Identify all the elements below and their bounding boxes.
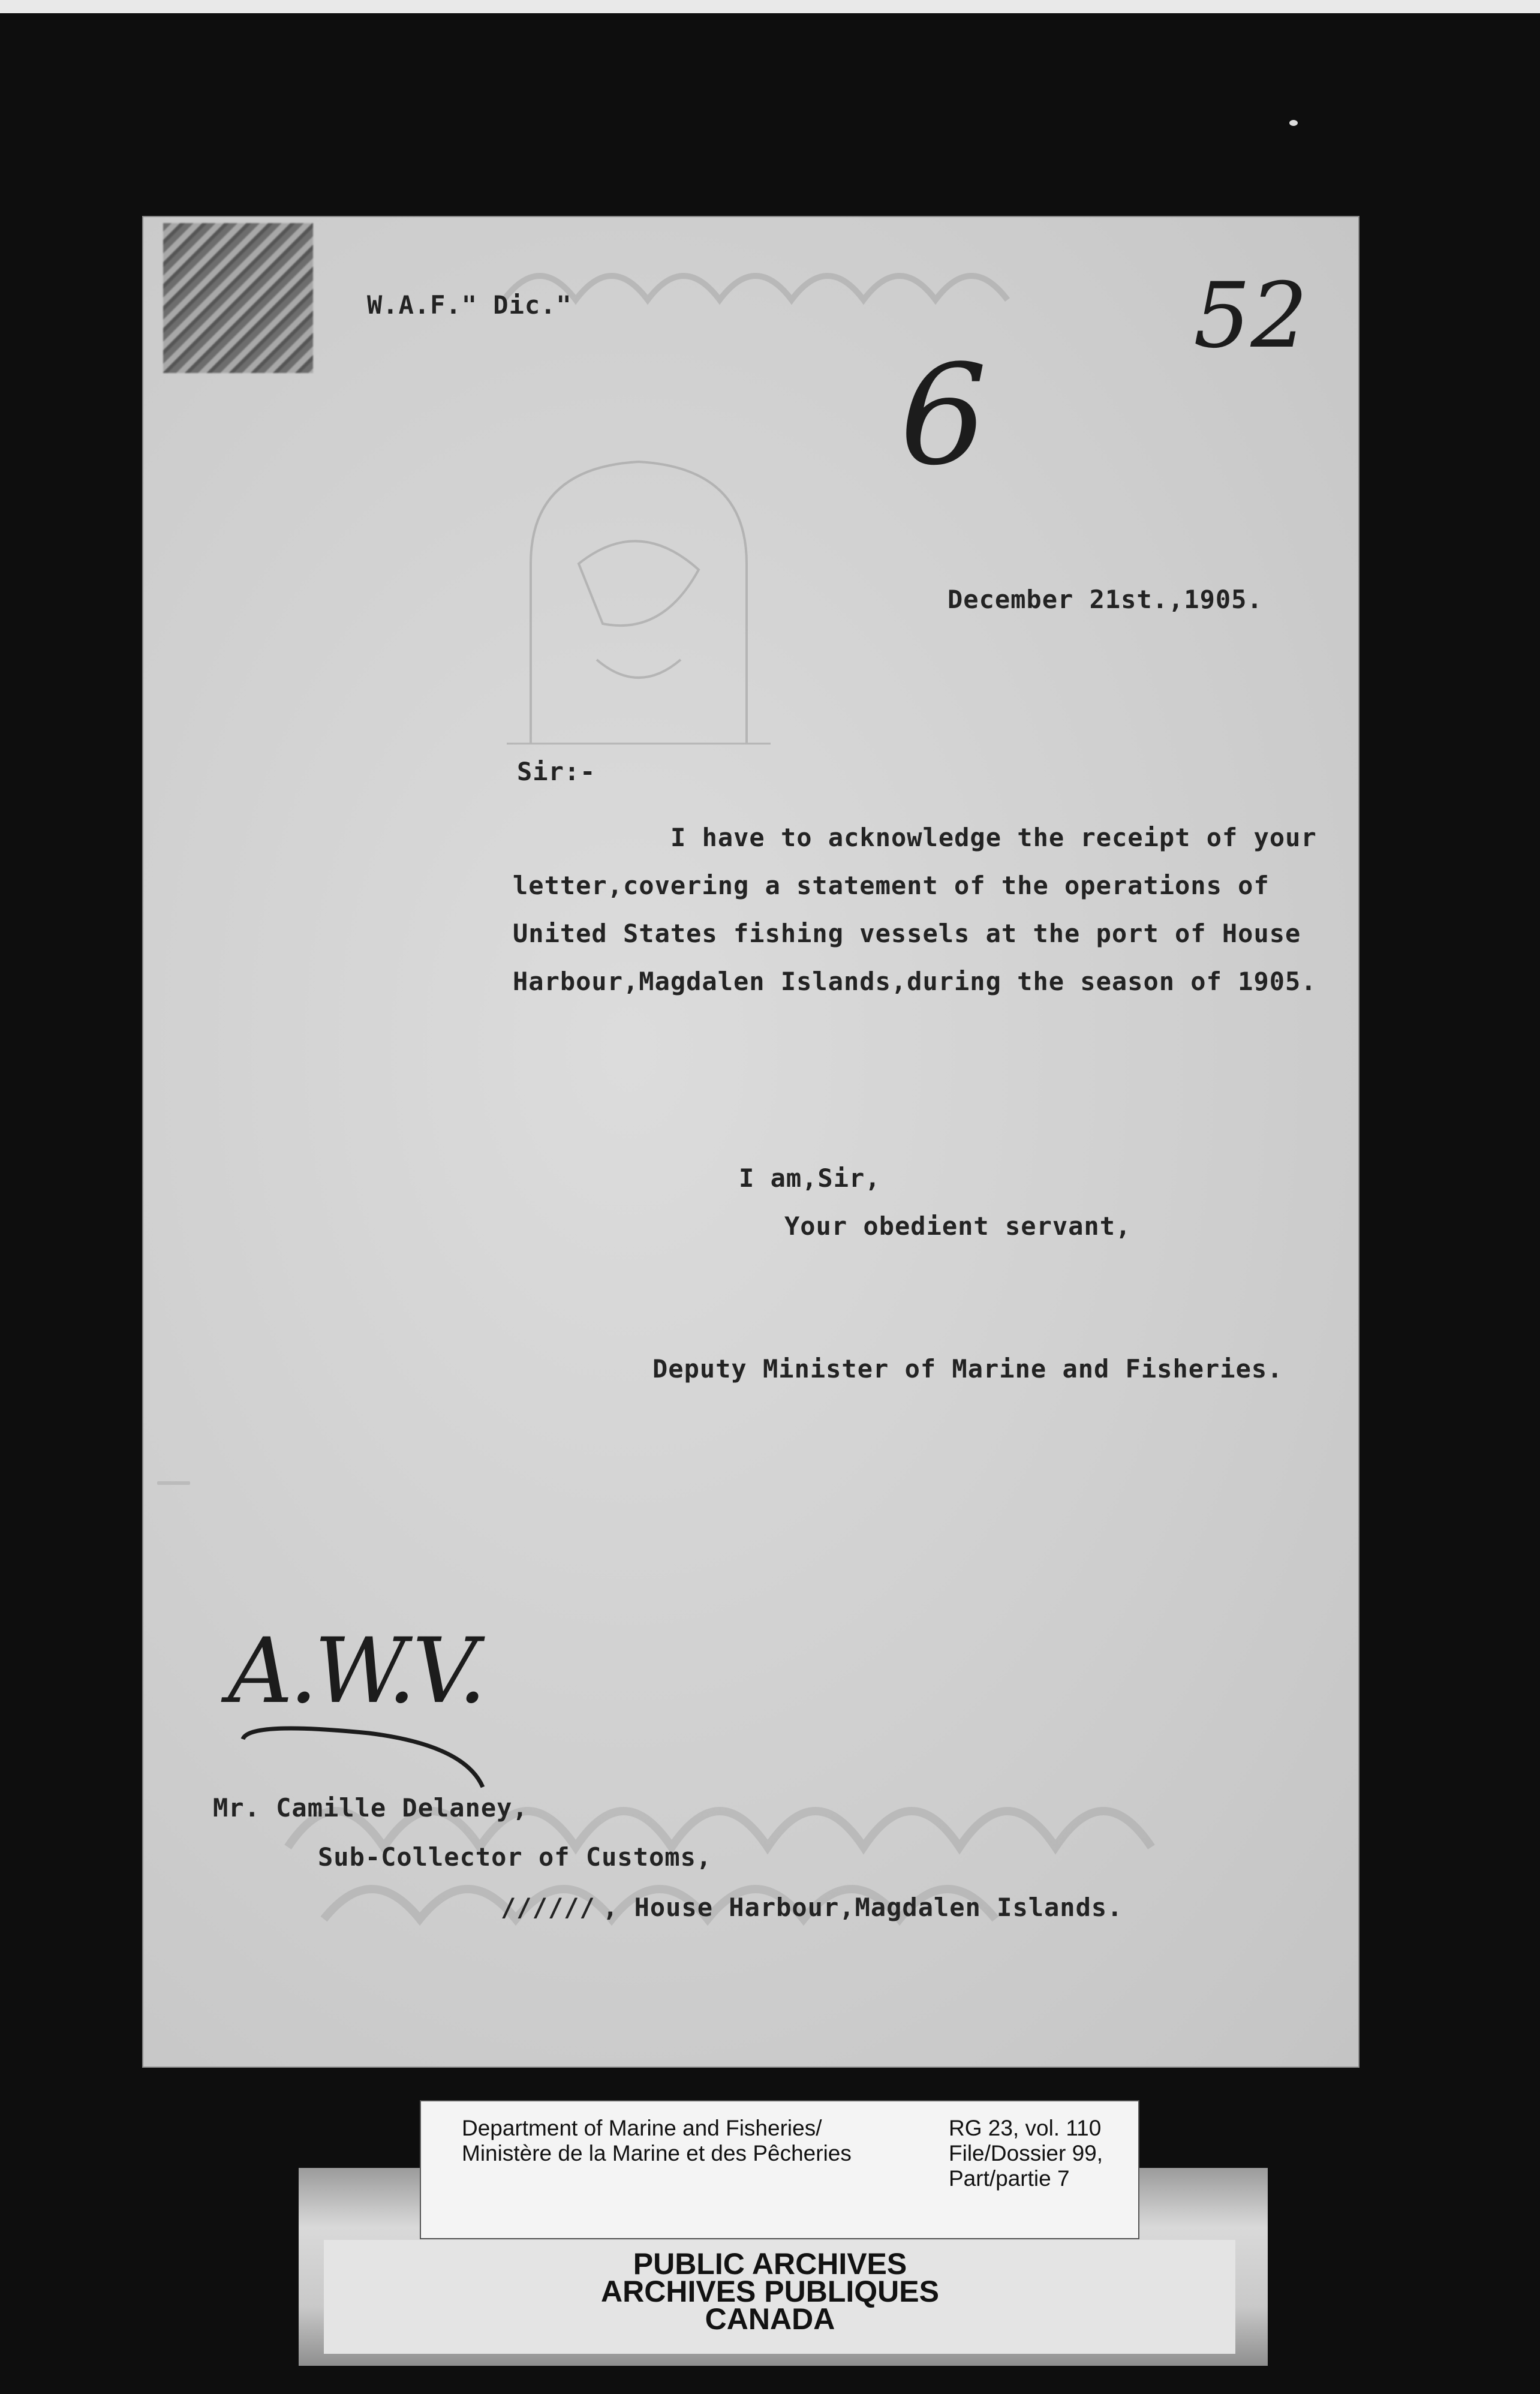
closing-line: Your obedient servant,	[784, 1211, 1132, 1241]
file-number: File/Dossier 99,	[949, 2141, 1103, 2166]
salutation: Sir:-	[517, 757, 596, 786]
part-number: Part/partie 7	[949, 2166, 1070, 2191]
archives-stamp-line-fr: ARCHIVES PUBLIQUES	[601, 2275, 939, 2308]
record-group-volume: RG 23, vol. 110	[949, 2116, 1102, 2140]
letter-date: December 21st.,1905.	[948, 585, 1263, 614]
department-name	[462, 2116, 852, 2166]
body-line: United States fishing vessels at the port of House	[513, 919, 1301, 948]
signatory-line: Deputy Minister of Marine and Fisheries.	[652, 1354, 1283, 1384]
margin-dash	[157, 1481, 190, 1485]
reference-block	[949, 2116, 1103, 2191]
recipient-strikeout: //////	[501, 1893, 595, 1922]
recipient-title: Sub-Collector of Customs,	[318, 1842, 712, 1872]
top-border-strip	[0, 0, 1540, 13]
recipient-address: , House Harbour,Magdalen Islands.	[603, 1893, 1123, 1922]
photo-corner-mark	[163, 223, 313, 373]
archives-stamp	[0, 2247, 1540, 2336]
watermark-lettering	[492, 228, 1031, 348]
recipient-name: Mr. Camille Delaney,	[213, 1793, 528, 1822]
watermark-crest	[507, 444, 771, 756]
body-line: Harbour,Magdalen Islands,during the season of 1905.	[513, 967, 1317, 996]
film-speck	[1289, 120, 1298, 126]
folio-number: 52	[1193, 264, 1308, 368]
body-line: I have to acknowledge the receipt of your	[670, 823, 1317, 852]
page-mark: 6	[900, 336, 988, 496]
archives-stamp-line-en: PUBLIC ARCHIVES	[633, 2247, 907, 2281]
body-line: letter,covering a statement of the operations of	[513, 871, 1270, 900]
dictation-reference: W.A.F." Dic."	[367, 290, 572, 320]
department-line-en: Department of Marine and Fisheries/	[462, 2116, 822, 2140]
archive-reference-label	[420, 2100, 1139, 2239]
archives-stamp-country: CANADA	[705, 2302, 835, 2336]
department-line-fr: Ministère de la Marine et des Pêcheries	[462, 2141, 852, 2166]
handwritten-initials: A.W.V.	[228, 1619, 483, 1724]
closing-line: I am,Sir,	[739, 1163, 881, 1193]
